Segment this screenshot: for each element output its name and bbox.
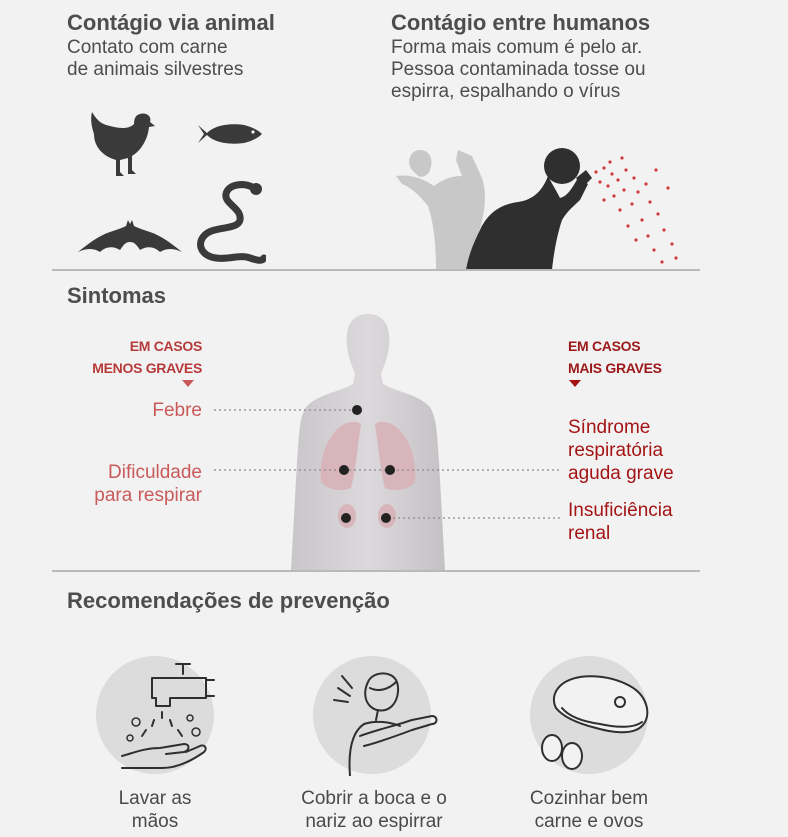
animal-contagion-title: Contágio via animal [67,10,275,35]
handwashing-icon [106,660,216,776]
breathing-line-2: para respirar [94,485,202,506]
kidney-line-1: Insuficiência [568,500,673,521]
symptom-fever [152,399,202,422]
symptom-kidney-failure [568,499,673,545]
animal-line-2: de animais silvestres [67,59,244,80]
mild-head-line-2: MENOS GRAVES [92,360,202,376]
fever-label: Febre [152,400,202,421]
severe-head-line-2: MAIS GRAVES [568,360,662,376]
human-line-3: espirra, espalhando o vírus [391,81,621,102]
handwashing-line-2: mãos [131,811,179,832]
meat-line-2: carne e ovos [534,811,644,832]
human-line-1: Forma mais comum é pelo ar. [391,37,643,58]
meat-line-1: Cozinhar bem [529,788,649,809]
section-divider-2 [52,570,700,572]
symptoms-title: Sintomas [67,283,167,308]
severe-head-line-1: EM CASOS [568,338,641,354]
prevention-item-cough-elbow [288,787,460,833]
cough-line-1: Cobrir a boca e o [301,788,447,809]
prevention-item-handwashing [76,787,234,833]
breathing-line-1: Dificuldade [108,462,202,483]
sars-line-1: Síndrome [568,417,651,438]
mild-head-line-1: EM CASOS [129,338,202,354]
symptom-breathing-difficulty [94,461,202,507]
cough-line-2: nariz ao espirrar [305,811,443,832]
cough-elbow-icon [320,666,442,776]
human-contagion-title: Contágio entre humanos [391,10,651,35]
human-line-2: Pessoa contaminada tosse ou [391,59,646,80]
animal-line-1: Contato com carne [67,37,228,58]
prevention-item-meat-eggs [510,787,668,833]
symptom-sars [568,416,674,485]
sars-line-3: aguda grave [568,463,674,484]
sars-line-2: respiratória [568,440,664,461]
meat-eggs-icon [538,666,656,776]
kidney-line-2: renal [568,523,611,544]
handwashing-line-1: Lavar as [118,788,192,809]
prevention-title: Recomendações de prevenção [67,588,390,613]
